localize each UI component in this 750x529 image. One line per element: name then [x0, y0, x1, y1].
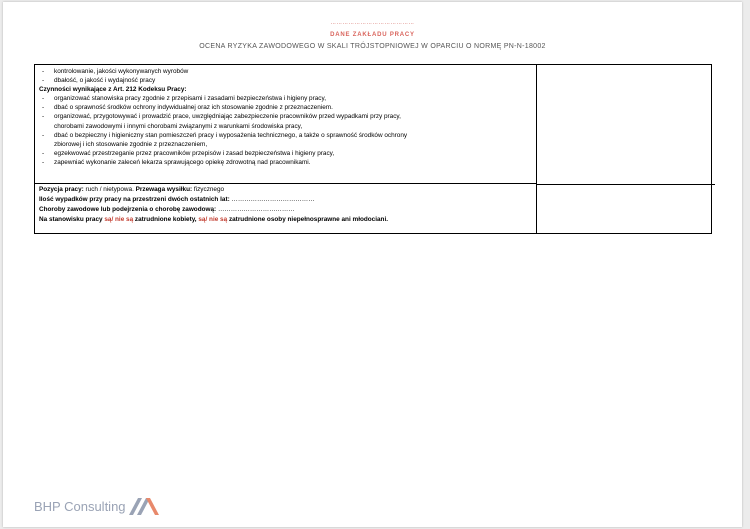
- employment-row: Na stanowisku pracy są/ nie są zatrudnione kobiety, są/ nie są zatrudnione osoby niepełnosprawne ani młodociani.: [39, 216, 389, 223]
- list-item: - dbałość, o jakość i wydajność pracy: [42, 77, 156, 85]
- diseases-row: Choroby zawodowe lub podejrzenia o chorobę zawodową: ………………………………: [39, 206, 295, 213]
- accidents-row: Ilość wypadków przy pracy na przestrzeni dwóch ostatnich lat: …………………………………: [39, 196, 315, 203]
- company-placeholder-dots: ……………………………………: [330, 20, 415, 26]
- list-item: - dbać o sprawność środków ochrony indywidualnej oraz ich stosowanie zgodnie z przeznaczeniem.: [42, 104, 333, 112]
- risk-assessment-table: [34, 64, 712, 234]
- choice-disabled: są/ nie są: [198, 216, 228, 223]
- list-item: - organizować stanowiska pracy zgodnie z przepisami i zasadami bezpieczeństwa i higieny pracy,: [42, 95, 326, 103]
- list-item: - egzekwować przestrzeganie przez pracowników przepisów i zasad bezpieczeństwa i higieny pracy,: [42, 149, 335, 157]
- page-header: [3, 20, 742, 51]
- position-row: Pozycja pracy: ruch / nietypowa. Przewaga wysiłku: fizycznego: [39, 186, 225, 193]
- mountain-logo-icon: [128, 496, 162, 516]
- list-item: - zapewniać wykonanie zaleceń lekarza sprawującego opiekę zdrowotną nad pracownikami.: [42, 158, 311, 166]
- footer-logo: [34, 496, 162, 516]
- document-title: OCENA RYZYKA ZAWODOWEGO W SKALI TRÓJSTOPNIOWEJ W OPARCIU O NORMĘ PN-N-18002: [199, 43, 546, 50]
- description-column: [35, 65, 537, 233]
- list-item-continuation: chorobami zawodowymi i innymi chorobami związanymi z warunkami środowiska pracy,: [54, 122, 303, 130]
- list-item-continuation: zbiorowej i ich stosowanie zgodnie z przeznaczeniem,: [54, 140, 208, 148]
- activities-cell: [35, 65, 536, 184]
- art212-heading: Czynności wynikające z Art. 212 Kodeksu Pracy:: [39, 86, 187, 94]
- list-item: - kontrolowanie, jakości wykonywanych wyrobów: [42, 68, 189, 75]
- brand-name: BHP Consulting: [34, 498, 126, 514]
- choice-women: są/ nie są: [104, 216, 134, 223]
- list-item: - dbać o bezpieczny i higieniczny stan pomieszczeń pracy i wyposażenia technicznego, a także o sprawność środków ochrony: [42, 131, 408, 139]
- right-column-divider: [537, 184, 715, 185]
- document-page: [3, 2, 742, 527]
- list-item: - organizować, przygotowywać i prowadzić prace, uwzględniając zabezpieczenie pracowników przed wypadkami przy pracy,: [42, 113, 401, 121]
- company-data-heading: DANE ZAKŁADU PRACY: [330, 32, 415, 38]
- job-details-cell: [35, 184, 536, 225]
